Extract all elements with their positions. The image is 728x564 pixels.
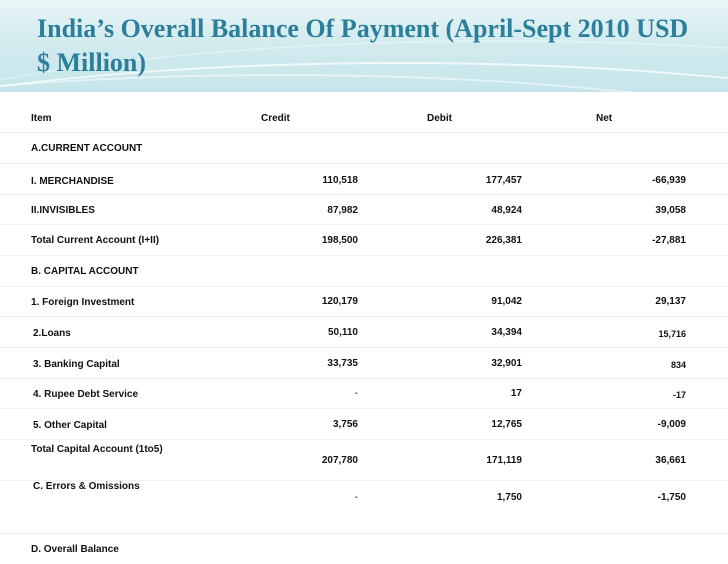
row-item: 2.Loans [33, 328, 71, 339]
balance-of-payment-table [0, 104, 728, 564]
table-row [0, 225, 728, 256]
table-row [0, 348, 728, 379]
row-item: 4. Rupee Debt Service [33, 389, 139, 400]
row-net: 834 [670, 360, 686, 370]
row-debit: 177,457 [485, 175, 522, 186]
row-net: 39,058 [655, 205, 686, 216]
row-credit: 87,982 [327, 205, 358, 216]
title-banner [0, 0, 728, 92]
table-header-row [0, 104, 728, 133]
row-item: Total Current Account (I+II) [31, 235, 160, 246]
row-credit: - [354, 388, 358, 399]
table-row [0, 164, 728, 195]
row-item: A.CURRENT ACCOUNT [31, 143, 143, 154]
row-item: 1. Foreign Investment [31, 297, 135, 308]
table-row [0, 256, 728, 287]
table-row [0, 440, 728, 481]
row-debit: 171,119 [486, 455, 522, 466]
row-credit: 3,756 [332, 419, 358, 430]
row-debit: 91,042 [491, 296, 522, 307]
table-row [0, 534, 728, 564]
row-credit: 110,518 [322, 175, 358, 186]
row-item: 5. Other Capital [33, 420, 107, 431]
slide-title: India’s Overall Balance Of Payment (April-Sept 2010 USD $ Million) [37, 14, 689, 77]
header-net: Net [596, 113, 613, 124]
table-row [0, 481, 728, 534]
row-debit: 32,901 [491, 358, 522, 369]
header-credit: Credit [261, 113, 290, 124]
row-debit: 48,924 [491, 205, 522, 216]
row-credit: - [354, 492, 358, 503]
row-net: -1,750 [657, 492, 686, 503]
row-item: C. Errors & Omissions [33, 481, 140, 492]
table-row [0, 379, 728, 409]
row-net: 36,661 [655, 455, 686, 466]
table-row [0, 133, 728, 164]
row-net: 15,716 [658, 329, 686, 339]
row-credit: 33,735 [327, 358, 358, 369]
row-net: 29,137 [655, 296, 686, 307]
row-credit: 50,110 [327, 327, 358, 338]
table-row [0, 317, 728, 348]
header-debit: Debit [427, 113, 452, 124]
table-row [0, 409, 728, 440]
row-item: D. Overall Balance [31, 544, 119, 555]
table-row [0, 195, 728, 225]
table-row [0, 287, 728, 317]
row-debit: 1,750 [496, 492, 522, 503]
row-debit: 17 [510, 388, 522, 399]
row-item: I. MERCHANDISE [31, 176, 114, 187]
row-net: -9,009 [657, 419, 686, 430]
row-credit: 207,780 [321, 455, 358, 466]
row-credit: 120,179 [321, 296, 358, 307]
row-credit: 198,500 [321, 235, 358, 246]
row-item: 3. Banking Capital [33, 359, 120, 370]
row-debit: 226,381 [485, 235, 522, 246]
row-debit: 12,765 [491, 419, 522, 430]
row-item: B. CAPITAL ACCOUNT [31, 266, 139, 277]
row-net: -17 [672, 390, 686, 400]
row-net: -27,881 [652, 235, 686, 246]
row-item: II.INVISIBLES [31, 205, 95, 216]
header-item: Item [31, 113, 52, 124]
row-debit: 34,394 [491, 327, 522, 338]
row-item: Total Capital Account (1to5) [31, 444, 163, 455]
row-net: -66,939 [652, 175, 686, 186]
